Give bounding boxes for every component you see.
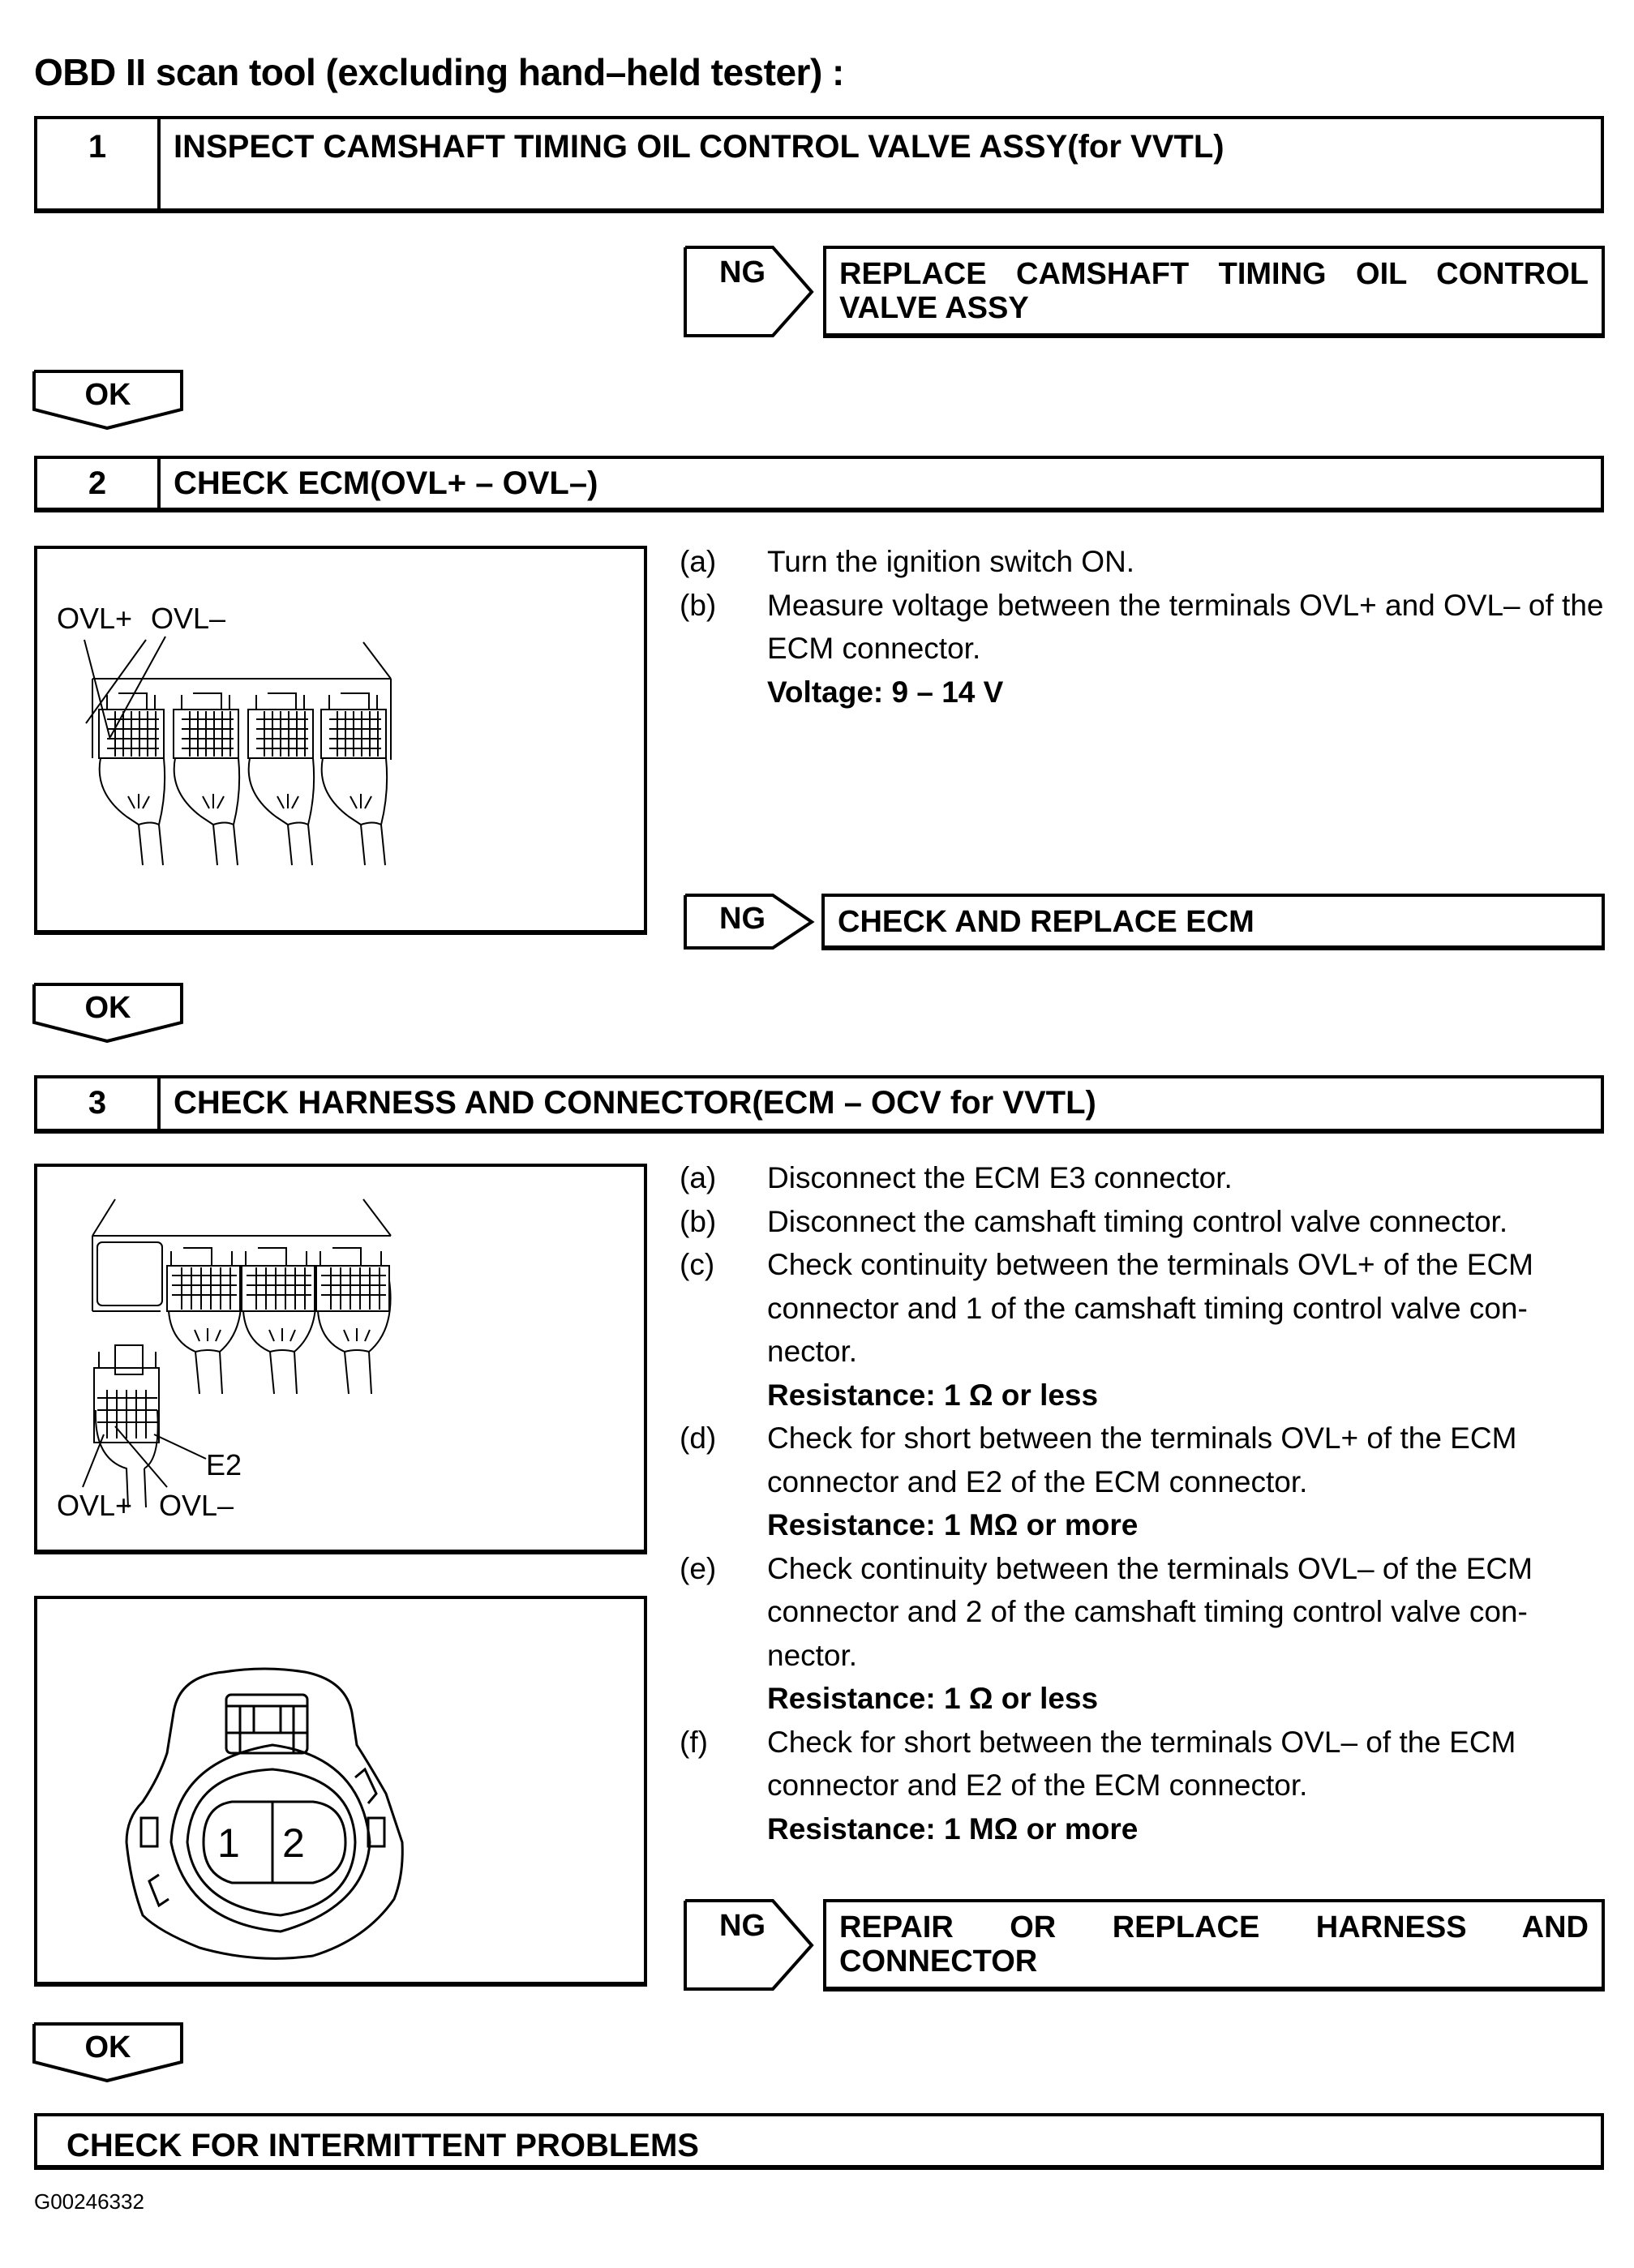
valve-connector-illustration bbox=[37, 1599, 644, 1982]
final-action-box: CHECK FOR INTERMITTENT PROBLEMS bbox=[34, 2113, 1604, 2170]
e2-label: E2 bbox=[206, 1448, 242, 1481]
instruction-item bbox=[680, 1417, 1604, 1503]
instruction-label: (d) bbox=[680, 1421, 717, 1455]
step-3-instructions bbox=[680, 1156, 1604, 1850]
ovl-plus-label: OVL+ bbox=[57, 1489, 133, 1522]
spec-value: Resistance: 1 MΩ or more bbox=[767, 1508, 1139, 1541]
pin-2-label: 2 bbox=[282, 1820, 305, 1866]
step-title: INSPECT CAMSHAFT TIMING OIL CONTROL VALVE ASSY(for VVTL) bbox=[174, 129, 1224, 165]
instruction-item bbox=[680, 1547, 1604, 1678]
instruction-item bbox=[680, 540, 1604, 584]
instruction-text: Check continuity between the terminals OVL– of the ECM connector and 2 of the camshaft timing control valve con- nector. bbox=[767, 1551, 1533, 1672]
instruction-text: Check for short between the terminals OVL– of the ECM connector and E2 of the ECM connector. bbox=[767, 1725, 1516, 1802]
instruction-label: (e) bbox=[680, 1551, 717, 1585]
instruction-item bbox=[680, 584, 1604, 671]
ovl-minus-label: OVL– bbox=[151, 602, 226, 635]
ok-label: OK bbox=[84, 378, 131, 412]
ecm-connector-illustration bbox=[37, 549, 644, 930]
valve-connector-diagram bbox=[34, 1596, 647, 1987]
ng-action-box: REPAIR OR REPLACE HARNESS AND CONNECTOR bbox=[823, 1899, 1605, 1991]
instruction-text: Check continuity between the terminals OVL+ of the ECM connector and 1 of the camshaft timing control valve con- nector. bbox=[767, 1248, 1533, 1368]
step-title: CHECK HARNESS AND CONNECTOR(ECM – OCV for VVTL) bbox=[174, 1085, 1096, 1121]
spec-value: Voltage: 9 – 14 V bbox=[767, 675, 1004, 709]
ok-label: OK bbox=[84, 2030, 131, 2064]
step-1-ok-branch bbox=[32, 370, 183, 436]
ng-label: NG bbox=[719, 902, 766, 936]
step-3-ok-branch bbox=[32, 2022, 183, 2089]
spec-value: Resistance: 1 MΩ or more bbox=[767, 1811, 1139, 1846]
instruction-text: Measure voltage between the terminals OVL+ and OVL– of the ECM connector. bbox=[767, 588, 1604, 665]
instruction-label: (f) bbox=[680, 1725, 708, 1759]
step-3-header bbox=[34, 1075, 1604, 1134]
instruction-item bbox=[680, 1721, 1604, 1807]
step-2-ok-branch bbox=[32, 983, 183, 1049]
instruction-label: (a) bbox=[680, 1161, 717, 1194]
instruction-text: Disconnect the camshaft timing control valve connector. bbox=[767, 1204, 1508, 1238]
step-2-header bbox=[34, 456, 1604, 512]
figure-code: G00246332 bbox=[34, 2189, 144, 2214]
instruction-item bbox=[680, 1156, 1604, 1200]
step-title: CHECK ECM(OVL+ – OVL–) bbox=[174, 465, 598, 501]
ng-label: NG bbox=[719, 255, 766, 289]
page-title: OBD II scan tool (excluding hand–held tester) : bbox=[34, 51, 844, 93]
spec-value: Resistance: 1 Ω or less bbox=[767, 1682, 1099, 1715]
step-number: 1 bbox=[37, 119, 161, 208]
step-2-ng-branch bbox=[684, 894, 1605, 950]
ovl-minus-label: OVL– bbox=[159, 1489, 234, 1522]
ng-action-box: CHECK AND REPLACE ECM bbox=[821, 894, 1605, 950]
instruction-label: (c) bbox=[680, 1248, 715, 1281]
ng-label: NG bbox=[719, 1909, 766, 1943]
step-number: 2 bbox=[37, 459, 161, 508]
step-3-ng-branch bbox=[684, 1899, 1605, 1991]
instruction-text: Check for short between the terminals OVL+ of the ECM connector and E2 of the ECM connector. bbox=[767, 1421, 1517, 1498]
step-1-header bbox=[34, 116, 1604, 213]
instruction-label: (a) bbox=[680, 545, 717, 578]
ecm-harness-illustration bbox=[37, 1167, 644, 1550]
ok-label: OK bbox=[84, 991, 131, 1025]
instruction-item bbox=[680, 1200, 1604, 1244]
ecm-connector-diagram bbox=[34, 546, 647, 935]
instruction-text: Disconnect the ECM E3 connector. bbox=[767, 1161, 1233, 1194]
ecm-e3-connector-diagram bbox=[34, 1164, 647, 1554]
instruction-text: Turn the ignition switch ON. bbox=[767, 545, 1135, 578]
instruction-label: (b) bbox=[680, 588, 717, 622]
ovl-plus-label: OVL+ bbox=[57, 602, 133, 635]
step-number: 3 bbox=[37, 1078, 161, 1129]
pin-1-label: 1 bbox=[217, 1820, 240, 1866]
instruction-label: (b) bbox=[680, 1204, 717, 1238]
spec-value: Resistance: 1 Ω or less bbox=[767, 1378, 1099, 1412]
step-2-instructions bbox=[680, 540, 1604, 714]
step-1-ng-branch bbox=[684, 246, 1605, 338]
instruction-item bbox=[680, 1243, 1604, 1374]
ng-action-box: REPLACE CAMSHAFT TIMING OIL CONTROL VALVE ASSY bbox=[823, 246, 1605, 338]
